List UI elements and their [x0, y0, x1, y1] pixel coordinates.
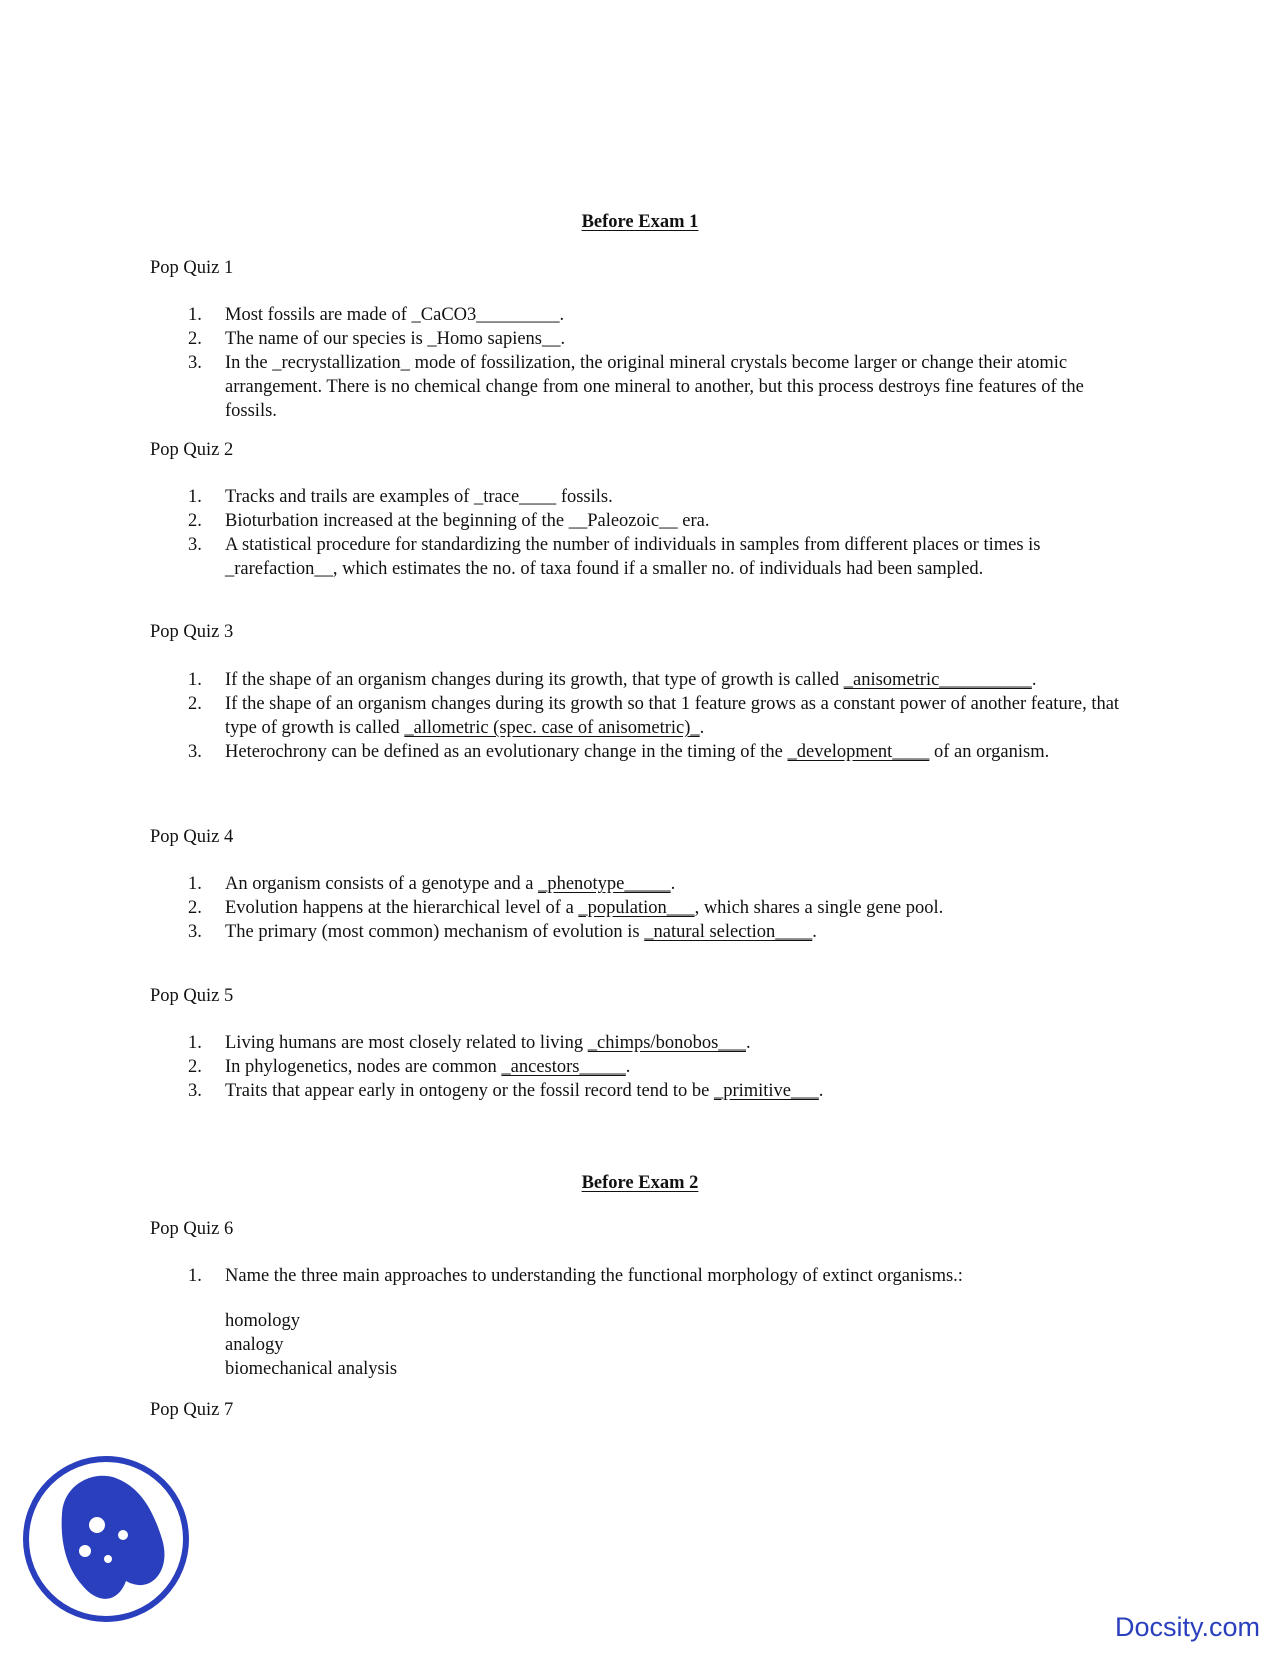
question-item: 1. If the shape of an organism changes during its growth, that type of growth is called _anisometric__________. — [188, 670, 1037, 690]
question-item: 3. In the _recrystallization_ mode of fossilization, the original mineral crystals become larger or change their atomic arrangement. There is no chemical change from one mineral to another, but this process destroys fine features of the fossils. — [188, 353, 1084, 421]
question-item: 1. Living humans are most closely related to living _chimps/bonobos___. — [188, 1033, 751, 1053]
quiz-title-7: Pop Quiz 7 — [150, 1400, 234, 1420]
answer-blank: _CaCO3_________ — [411, 305, 560, 325]
answer-blank: _rarefaction__ — [225, 559, 333, 579]
answer-line: analogy — [225, 1335, 284, 1355]
section-heading-exam-2: Before Exam 2 — [581, 1173, 699, 1193]
answer-blank: _chimps/bonobos___ — [587, 1033, 747, 1053]
quiz-3-questions — [150, 668, 1130, 764]
answer-blank: _allometric (spec. case of anisometric)_ — [404, 718, 700, 738]
quiz-2-questions — [150, 485, 1130, 581]
answer-line: biomechanical analysis — [225, 1359, 398, 1379]
answer-blank: _trace____ — [474, 487, 557, 507]
question-item: 3. Traits that appear early in ontogeny or the fossil record tend to be _primitive___. — [188, 1081, 824, 1101]
answer-blank: _phenotype_____ — [538, 874, 671, 894]
question-item: 2. If the shape of an organism changes during its growth so that 1 feature grows as a constant power of another feature, that type of growth is called _allometric (spec. case of anisometric)_. — [188, 694, 1120, 738]
question-item: 2. In phylogenetics, nodes are common _ancestors_____. — [188, 1057, 631, 1077]
quiz-title-1: Pop Quiz 1 — [150, 258, 234, 278]
answer-blank: _ancestors_____ — [501, 1057, 626, 1077]
quiz-6-questions — [150, 1264, 1130, 1288]
answer-blank: _Homo sapiens__ — [427, 329, 561, 349]
question-item: 1. Most fossils are made of _CaCO3_________. — [188, 305, 565, 325]
quiz-title-3: Pop Quiz 3 — [150, 622, 234, 642]
quiz-title-2: Pop Quiz 2 — [150, 440, 234, 460]
quiz-title-6: Pop Quiz 6 — [150, 1219, 234, 1239]
question-item: 2. The name of our species is _Homo sapiens__. — [188, 329, 566, 349]
docsity-logo-icon — [22, 1455, 190, 1623]
answer-blank: _development____ — [787, 742, 930, 762]
question-item: 1. Tracks and trails are examples of _trace____ fossils. — [188, 487, 613, 507]
quiz-title-4: Pop Quiz 4 — [150, 827, 234, 847]
question-item: 3. The primary (most common) mechanism of evolution is _natural selection____. — [188, 922, 817, 942]
answer-blank: _primitive___ — [713, 1081, 819, 1101]
answer-blank: _anisometric__________ — [843, 670, 1032, 690]
answer-line: homology — [225, 1311, 301, 1331]
answer-blank: _population___ — [578, 898, 695, 918]
answer-blank: _natural selection____ — [644, 922, 813, 942]
question-item: 1. Name the three main approaches to understanding the functional morphology of extinct organisms.: — [188, 1266, 963, 1286]
quiz-6-answer-list — [225, 1309, 397, 1381]
quiz-title-5: Pop Quiz 5 — [150, 986, 234, 1006]
quiz-5-questions — [150, 1031, 1130, 1103]
section-heading-exam-1: Before Exam 1 — [581, 212, 699, 232]
question-item: 3. Heterochrony can be defined as an evolutionary change in the timing of the _development____ of an organism. — [188, 742, 1050, 762]
question-item: 2. Bioturbation increased at the beginning of the __Paleozoic__ era. — [188, 511, 710, 531]
question-item: 2. Evolution happens at the hierarchical level of a _population___, which shares a single gene pool. — [188, 898, 944, 918]
docsity-watermark[interactable]: Docsity.com — [1114, 1612, 1260, 1642]
answer-blank: __Paleozoic__ — [568, 511, 678, 531]
quiz-4-questions — [150, 872, 1130, 944]
question-item: 1. An organism consists of a genotype and a _phenotype_____. — [188, 874, 676, 894]
quiz-1-questions — [150, 303, 1130, 423]
question-item: 3. A statistical procedure for standardizing the number of individuals in samples from different places or times is _rarefaction__, which estimates the no. of taxa found if a smaller no. of individuals had been sampled. — [188, 535, 1041, 579]
answer-blank: _recrystallization_ — [272, 353, 410, 373]
